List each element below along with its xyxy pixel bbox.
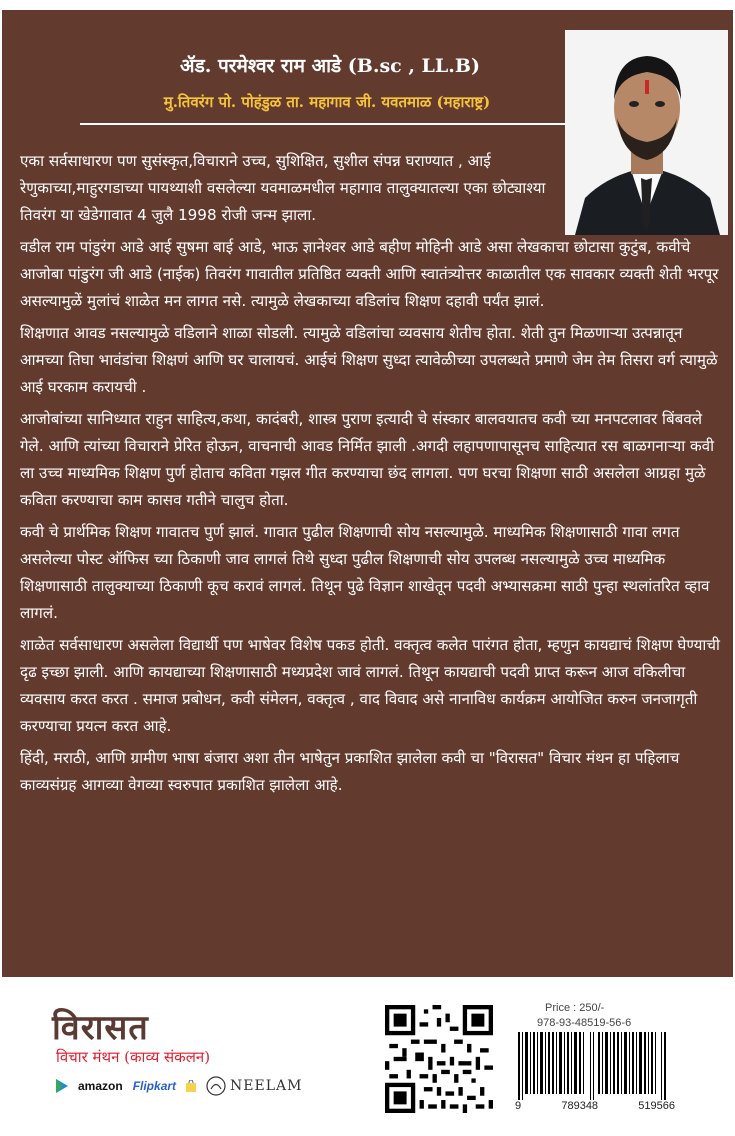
play-store-icon	[56, 1079, 68, 1093]
neelam-publication-logo	[206, 1076, 302, 1096]
flipkart-logo: Flipkart	[132, 1079, 177, 1093]
barcode-digits	[515, 1100, 675, 1112]
bio-paragraph: एका सर्वसाधारण पण सुसंस्कृत,विचाराने उच्च, सुशिक्षित, सुशील संपन्न घराण्यात , आई रेणुकाच्या,माहुरगडाच्या पायथ्याशी वसलेल्या यवमाळमधील महागाव तालुक्यातल्या एका छोट्याश्या तिवरंग या खेडेगावात 4 जुलै 1998 रोजी जन्म झाला.	[20, 152, 546, 224]
divider	[80, 123, 570, 125]
bio-paragraph: हिंदी, मराठी, आणि ग्रामीण भाषा बंजारा अशा तीन भाषेतुन प्रकाशित झालेला कवी चा "विरासत" विचार मंथन हा पहिलाच काव्यसंग्रह आगव्या वेगव्या स्वरुपात प्रकाशित झालेला आहे.	[20, 749, 680, 794]
book-subtitle: विचार मंथन (काव्य संकलन)	[56, 1048, 211, 1066]
barcode-left-digits: 789348	[561, 1100, 599, 1112]
qr-code-icon	[385, 1005, 493, 1113]
amazon-logo: amazon	[78, 1079, 123, 1093]
book-title: विरासत	[52, 1008, 149, 1048]
bio-paragraph: शिक्षणात आवड नसल्यामुळे वडिलाने शाळा सोडली. त्यामुळे वडिलांचा व्यवसाय शेतीच होता. शेती तुन मिळणाऱ्या उत्पन्नातून आमच्या तिघा भावंडांचा शिक्षणं आणि घर चालायचं. आईचं शिक्षण सुध्दा त्यावेळीच्या उपलब्धते प्रमाणे जेम तेम तिसरा वर्ग त्यामुळे आई घरकाम करायची .	[20, 324, 718, 396]
barcode-right-digits: 519566	[638, 1100, 675, 1112]
bio-paragraph: कवी चे प्रार्थमिक शिक्षण गावातच पुर्ण झालं. गावात पुढील शिक्षणाची सोय नसल्यामुळे. माध्यमिक शिक्षणासाठी गावा लगत असलेल्या पोस्ट ऑफिस च्या ठिकाणी जाव लागलं तिथे सुध्दा पुढील शिक्षणाची सोय उपलब्ध नसल्यामुळे उच्च माध्यमिक शिक्षणासाठी तालुक्याच्या ठिकाणी कूच करावं लागलं. तिथून पुढे विज्ञान शाखेतून पदवी अभ्यासक्रमा साठी पुन्हा स्थलांतरित व्हाव लागलं.	[20, 523, 710, 622]
barcode-prefix: 9	[515, 1100, 522, 1112]
author-biography	[20, 148, 720, 804]
author-name: ॲड. परमेश्वर राम आडे (B.sc , LL.B)	[180, 55, 480, 77]
bio-paragraph: आजोबांच्या सानिध्यात राहुन साहित्य,कथा, कादंबरी, शास्त्र पुराण इत्यादी चे संस्कार बालवयातच कवी च्या मनपटलावर बिंबवले गेले. आणि त्यांच्या विचाराने प्रेरित होऊन, वाचनाची आवड निर्मित झाली .अगदी लहापणापासूनच साहित्यात रस बाळगनाऱ्या कवी ला उच्च माध्यमिक शिक्षण पुर्ण होताच कविता गझल गीत करण्याचा छंद लागला. पण घरचा शिक्षणा साठी असलेला आग्रहा मुळे कविता करण्याचा काम कासव गतीने चालुच होता.	[20, 410, 715, 509]
price-label: Price : 250/-	[545, 1002, 605, 1014]
retailer-logos	[56, 1076, 302, 1096]
bio-paragraph: वडील राम पांडुरंग आडे आई सुषमा बाई आडे, भाऊ ज्ञानेश्वर आडे बहीण मोहिनी आडे असा लेखकाचा छोटासा कुटुंब, कवीचे आजोबा पांडुरंग जी आडे (नाईक) तिवरंग गावातील प्रतिष्ठित व्यक्ती आणि स्वातंत्र्योत्तर काळातील एक सावकार व्यक्ती शेती भरपूर असल्यामुळें मुलांचं शाळेत मन लागत नसे. त्यामुळे लेखकाच्या वडिलांच शिक्षण दहावी पर्यंत झालं.	[20, 238, 719, 310]
publisher-name: NEELAM	[230, 1078, 303, 1094]
flipkart-bag-icon	[186, 1080, 196, 1092]
bio-paragraph: शाळेत सर्वसाधारण असलेला विद्यार्थी पण भाषेवर विशेष पकड होती. वक्तृत्व कलेत पारंगत होता, म्हणुन कायद्याचं शिक्षण घेण्याची दृढ इच्छा झाली. आणि कायद्याच्या शिक्षणासाठी मध्यप्रदेश जावं लागलं. तिथून कायद्याची पदवी प्राप्त करून आज वकिलीचा व्यवसाय करत करत . समाज प्रबोधन, कवी संमेलन, वक्तृत्व , वाद विवाद असे नानाविध कार्यक्रम आयोजित करुन जनजागृती करण्याचा प्रयत्न करत आहे.	[20, 636, 720, 735]
author-address: मु.तिवरंग पो. पोहंडुळ ता. महागाव जी. यवतमाळ (महाराष्ट्र)	[163, 93, 491, 111]
isbn-label: 978-93-48519-56-6	[537, 1017, 632, 1029]
publisher-emblem-icon	[206, 1076, 226, 1096]
barcode-icon	[518, 1032, 668, 1100]
